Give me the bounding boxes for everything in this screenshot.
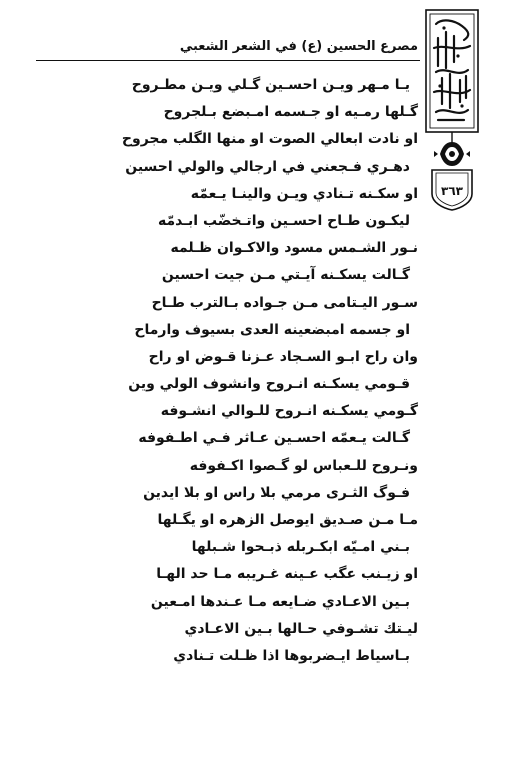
verse-line: او زيـنب عگب عـينه غـريبه مـا حد الهـا: [156, 566, 418, 583]
verse-line: ونـروح للـعباس لو گـصوا اكـفوفه: [189, 457, 418, 474]
verse-line: فـوگ الثـرى مرمي بلا راس او بلا ايدين: [143, 484, 410, 501]
verse-line: او نادت ابعالي الصوت او منها الگلب مجروح: [121, 131, 418, 148]
verse-line: بـين الاعـادي ضـايعه مـا عـندها امـعين: [150, 593, 410, 610]
verse-line: گـلها رمـيه او جـسمه امـبضع بـلجروح: [163, 104, 418, 121]
verse-line: گـالت يسكـنه آيـتي مـن جيت احسين: [161, 267, 410, 284]
verse-line: ليـتك تشـوفي حـالها بـين الاعـادي: [184, 620, 418, 637]
running-header-title: مصرع الحسين (ع) في الشعر الشعبي: [179, 39, 418, 54]
verse-line: او سكـنه تـنادي ويـن والينـا يـعمّه: [190, 185, 418, 202]
calligraphy-ornament: [424, 8, 480, 212]
verse-line: بـاسياط ايـضربوها اذا ظـلت تـنادي: [173, 647, 410, 664]
verse-line: يـا مـهر ويـن احسـين گـلي ويـن مطـروح: [131, 77, 410, 93]
verse-line: دهـري فـجعني في ارجالي والولي احسين: [125, 158, 410, 175]
verse-line: گـومي يسكـنه انـروح للـوالي انشـوفه: [160, 403, 418, 420]
verse-line: او جسمه امبضعينه العدى بسيوف وارماح: [134, 321, 410, 338]
verse-line: سـور اليـتامى مـن جـواده بـالترب طـاح: [151, 294, 418, 311]
verse-line: قـومي يسكـنه انـروح وانشوف الولي وين: [128, 376, 410, 393]
verse-line: وان راح ابـو السـجاد عـزنا قـوض او راح: [148, 348, 418, 365]
verse-line: مـا مـن صـديق ايوصل الزهره او يگـلها: [157, 512, 418, 528]
verse-line: بـني امـيّه ابكـربله ذبـحوا شـبلها: [191, 539, 410, 556]
verse-line: نـور الشـمس مسود والاكـوان ظـلمه: [170, 240, 418, 257]
header-rule: [36, 60, 420, 61]
verse-line: ليكـون طـاح احسـين واتـخضّب ابـدمّه: [157, 212, 410, 229]
poem-verses: [30, 72, 420, 670]
page-number: ٣٦٣: [441, 184, 463, 198]
verse-line: گـالت يـعمّه احسـين عـاثر فـي اطـفوفه: [138, 430, 410, 447]
